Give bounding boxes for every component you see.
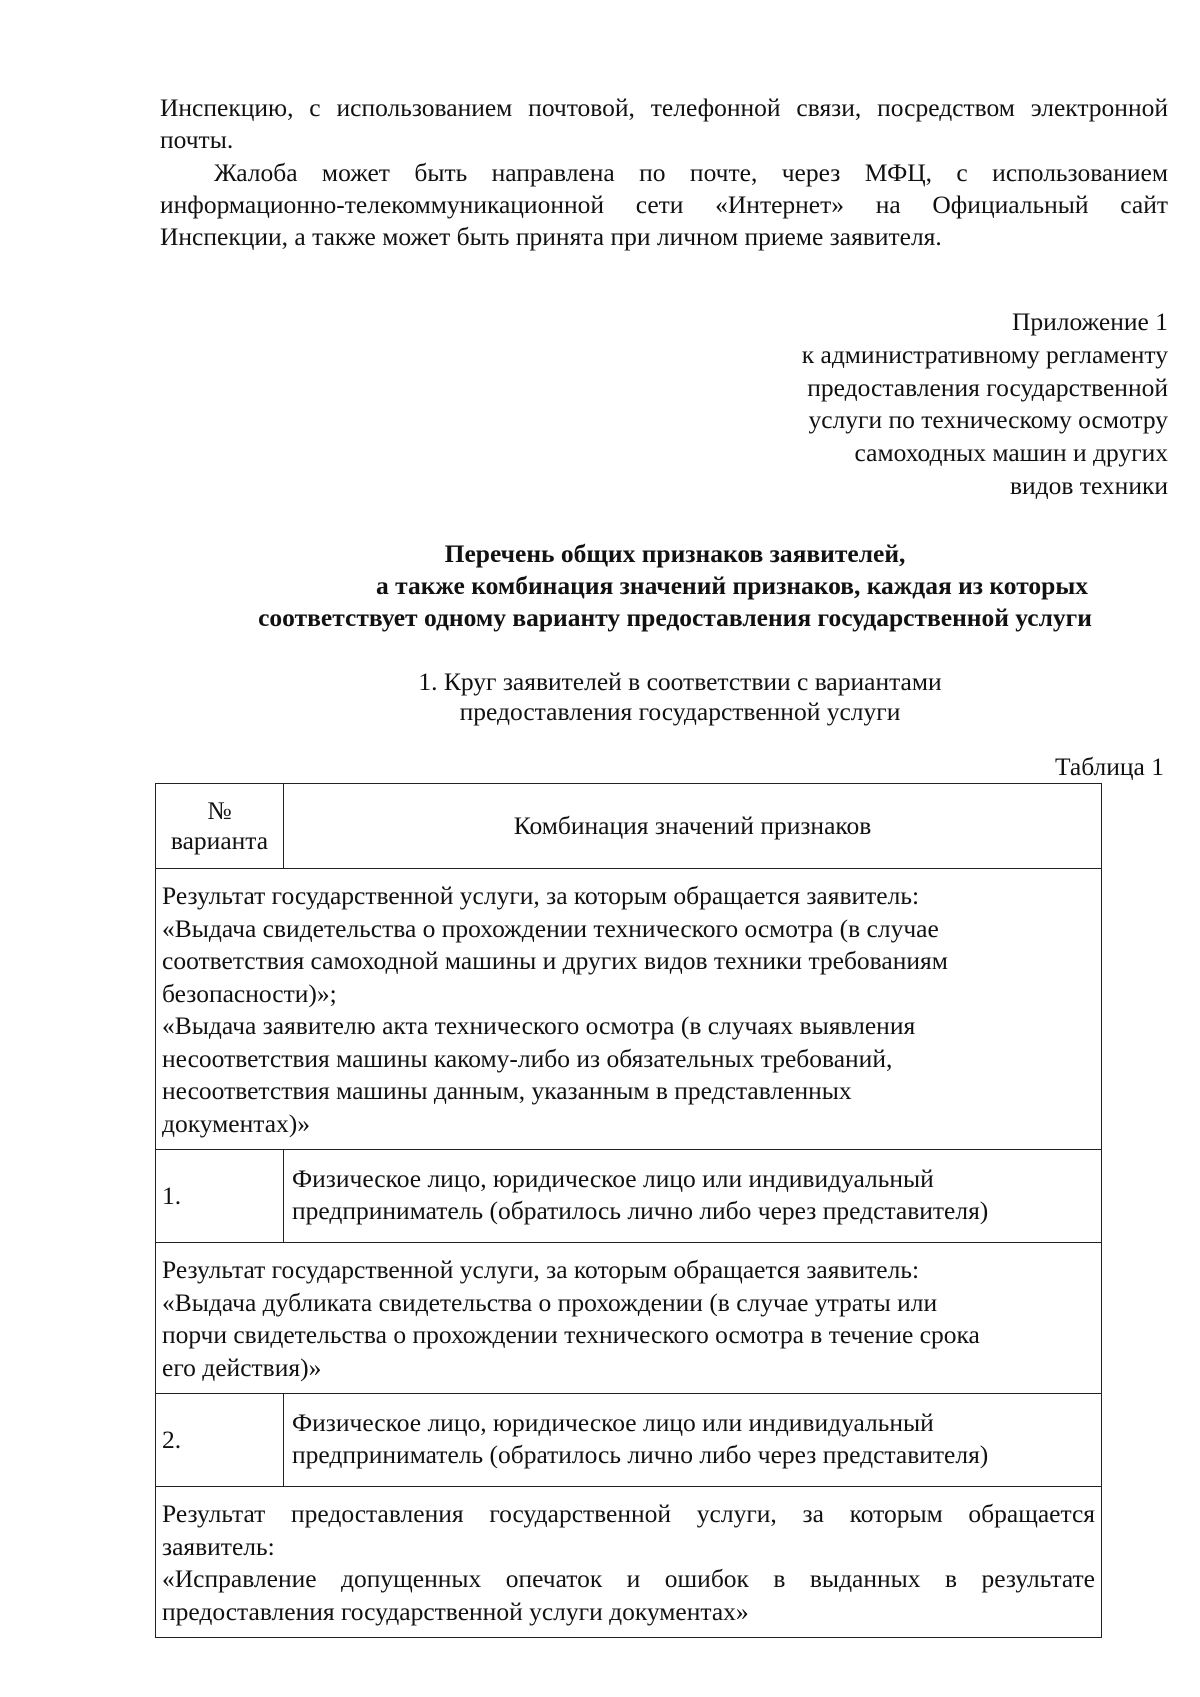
result-line: безопасности)»; — [162, 978, 337, 1008]
result-line: документах)» — [162, 1108, 311, 1138]
subheading-line: предоставления государственной услуги — [459, 697, 901, 726]
result-line: Результат государственной услуги, за которым обращается заявитель: — [162, 881, 920, 910]
table-header-row — [156, 784, 1102, 869]
table-row — [156, 1394, 1102, 1487]
combination-line: предприниматель (обратилось лично либо через представителя) — [292, 1440, 989, 1469]
header-num-symbol: № — [207, 796, 232, 825]
result-line: «Исправление допущенных опечаток и ошибок в выданных в результате — [162, 1564, 1095, 1593]
result-cell — [156, 1243, 1102, 1394]
heading-line: а также комбинация значений признаков, каждая из которых — [376, 571, 1088, 600]
appendix-line: видов техники — [1009, 470, 1168, 500]
result-line: заявитель: — [162, 1531, 275, 1561]
result-cell — [156, 869, 1102, 1150]
table-row — [156, 1487, 1102, 1638]
result-line: предоставления государственной услуги документах» — [162, 1596, 749, 1626]
result-line: порчи свидетельства о прохождении технического осмотра в течение срока — [162, 1320, 980, 1349]
heading-line: Перечень общих признаков заявителей, — [444, 539, 906, 568]
result-line: «Выдача дубликата свидетельства о прохождении (в случае утраты или — [162, 1287, 938, 1317]
heading-line: соответствует одному варианту предоставления государственной услуги — [258, 603, 1092, 632]
document-heading — [150, 538, 1200, 634]
combination-line: предприниматель (обратилось лично либо через представителя) — [292, 1196, 989, 1225]
subheading-line: 1. Круг заявителей в соответствии с вариантами — [418, 667, 942, 696]
result-line: Результат государственной услуги, за которым обращается заявитель: — [162, 1255, 920, 1284]
result-line: несоответствия машины какому-либо из обязательных требований, — [162, 1043, 893, 1073]
variant-number: 1. — [156, 1150, 284, 1243]
applicants-table — [155, 783, 1102, 1638]
variant-combination — [284, 1394, 1102, 1487]
result-line: Результат предоставления государственной услуги, за которым обращается — [162, 1499, 1095, 1528]
result-line: несоответствия машины данным, указанным в представленных — [162, 1076, 852, 1105]
table-row — [156, 1243, 1102, 1394]
intro-paragraph-2: Жалоба может быть направлена по почте, через МФЦ, с использованием информационно-телекоммуникационной сети «Интернет» на Официальный сайт Инспекции, а также может быть принята при личном приеме заявителя. — [160, 158, 1168, 251]
appendix-line: к административному регламенту — [801, 339, 1168, 369]
appendix-note — [648, 306, 1168, 503]
result-line: «Выдача заявителю акта технического осмотра (в случаях выявления — [162, 1011, 916, 1040]
table-label: Таблица 1 — [1054, 752, 1164, 781]
variant-number: 2. — [156, 1394, 284, 1487]
intro-paragraph-1: Инспекцию, с использованием почтовой, телефонной связи, посредством электронной почты. — [160, 93, 1168, 154]
appendix-line: Приложение 1 — [1012, 307, 1168, 336]
variant-combination — [284, 1150, 1102, 1243]
appendix-line: самоходных машин и других — [854, 438, 1168, 468]
result-cell — [156, 1487, 1102, 1638]
appendix-line: услуги по техническому осмотру — [808, 405, 1168, 435]
section-subheading — [300, 667, 1060, 727]
table-row — [156, 869, 1102, 1150]
combination-line: Физическое лицо, юридическое лицо или индивидуальный — [292, 1163, 934, 1193]
table-row — [156, 1150, 1102, 1243]
combination-line: Физическое лицо, юридическое лицо или индивидуальный — [292, 1407, 934, 1437]
appendix-line: предоставления государственной — [807, 372, 1168, 402]
result-line: его действия)» — [162, 1352, 322, 1382]
result-line: соответствия самоходной машины и других видов техники требованиям — [162, 946, 948, 975]
header-combination: Комбинация значений признаков — [284, 784, 1102, 869]
result-line: «Выдача свидетельства о прохождении технического осмотра (в случае — [162, 913, 939, 943]
header-variant-number — [156, 784, 284, 869]
header-num-label: варианта — [170, 826, 269, 855]
